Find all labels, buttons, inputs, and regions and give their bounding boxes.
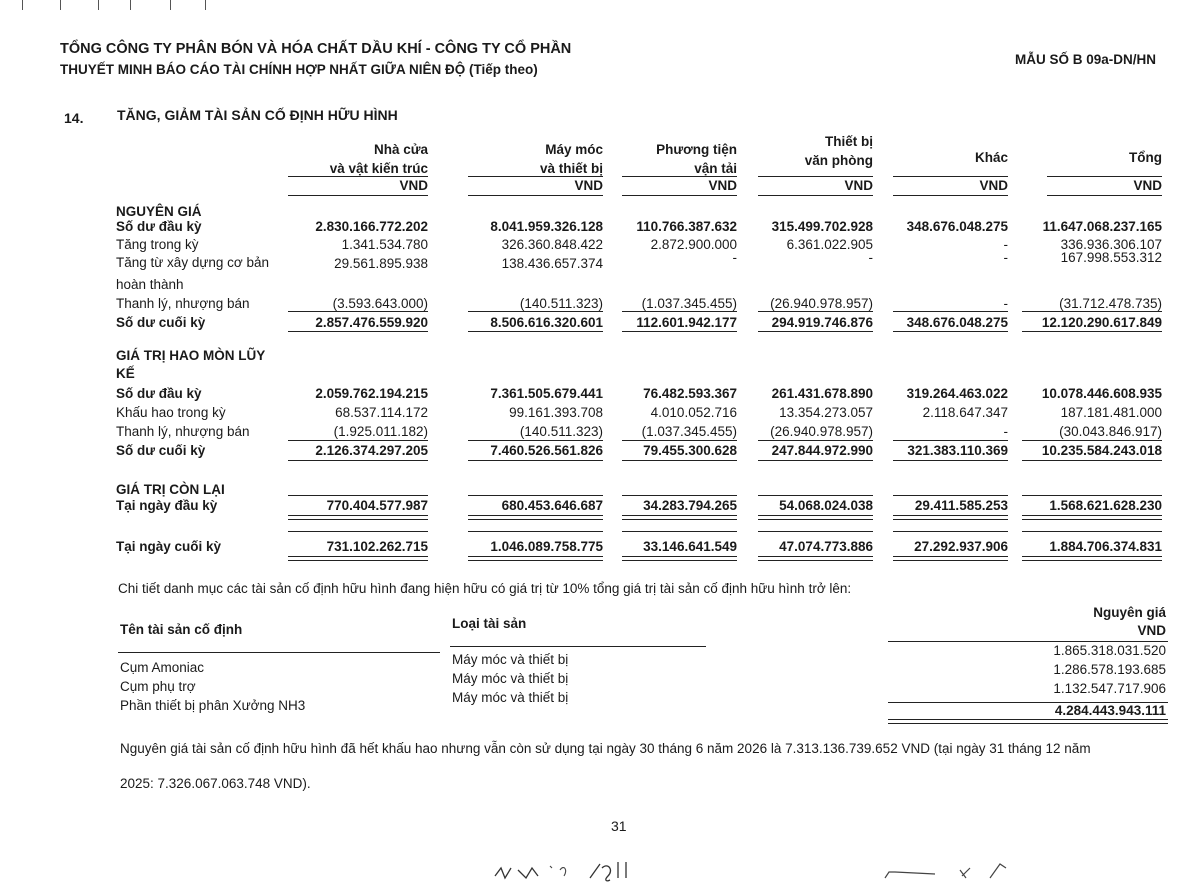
table-cell: 2.126.374.297.205 <box>315 443 428 458</box>
table-cell: - <box>868 250 873 265</box>
table-cell: 1.568.621.628.230 <box>1049 498 1162 513</box>
table-cell: 680.453.646.687 <box>501 498 603 513</box>
detail-asset-type: Máy móc và thiết bị <box>452 690 569 705</box>
table-cell: 29.411.585.253 <box>914 498 1008 513</box>
company-name: TỔNG CÔNG TY PHÂN BÓN VÀ HÓA CHẤT DẦU KHÍ - CÔNG TY CỔ PHẦN <box>60 41 572 57</box>
table-cell: 6.361.022.905 <box>786 237 873 252</box>
section-number: 14. <box>64 110 84 126</box>
row-label: Số dư cuối kỳ <box>116 443 206 458</box>
column-header-line2: Tổng <box>1129 150 1162 165</box>
table-cell: 34.283.794.265 <box>643 498 737 513</box>
table-cell: - <box>1003 250 1008 265</box>
footnote-line1: Nguyên giá tài sản cố định hữu hình đã hết khấu hao nhưng vẫn còn sử dụng tại ngày 30 tháng 6 năm 2026 là 7.313.136.739.652 VND (tại ngày 31 tháng 12 năm <box>120 741 1091 756</box>
page-number: 31 <box>611 818 627 834</box>
column-header-line2: và thiết bị <box>539 161 603 176</box>
table-cell: 33.146.641.549 <box>643 539 737 554</box>
table-cell: 2.059.762.194.215 <box>315 386 428 401</box>
table-cell: 79.455.300.628 <box>643 443 737 458</box>
table-cell: 321.383.110.369 <box>907 443 1008 458</box>
detail-asset-name: Phần thiết bị phân Xưởng NH3 <box>120 698 306 713</box>
table-cell: 8.506.616.320.601 <box>490 315 603 330</box>
table-cell: 7.361.505.679.441 <box>490 386 603 401</box>
table-cell: (26.940.978.957) <box>770 296 873 311</box>
row-label-line2: hoàn thành <box>116 277 184 292</box>
column-header-line1: Nhà cửa <box>373 142 428 157</box>
detail-asset-cost: 1.865.318.031.520 <box>1053 643 1166 658</box>
column-unit: VND <box>979 178 1008 193</box>
table-cell: 8.041.959.326.128 <box>490 219 603 234</box>
cost-heading: NGUYÊN GIÁ <box>116 204 202 219</box>
table-cell: 1.341.534.780 <box>341 237 428 252</box>
table-cell: 315.499.702.928 <box>771 219 873 234</box>
row-label: Thanh lý, nhượng bán <box>116 424 250 439</box>
table-cell: 10.235.584.243.018 <box>1041 443 1162 458</box>
table-cell: (26.940.978.957) <box>770 424 873 439</box>
row-label: Số dư đầu kỳ <box>116 219 202 234</box>
table-cell: - <box>1003 296 1008 311</box>
handwriting-scribble <box>490 858 1050 888</box>
row-label: Tại ngày đầu kỳ <box>116 498 218 513</box>
detail-col-type: Loại tài sản <box>452 616 527 631</box>
table-cell: 29.561.895.938 <box>334 256 428 271</box>
table-cell: 12.120.290.617.849 <box>1041 315 1162 330</box>
row-label: Khấu hao trong kỳ <box>116 405 226 420</box>
column-header-line2: và vật kiến trúc <box>329 161 428 176</box>
table-cell: 167.998.553.312 <box>1060 250 1162 265</box>
table-cell: - <box>1003 424 1008 439</box>
table-cell: 54.068.024.038 <box>779 498 873 513</box>
table-cell: 348.676.048.275 <box>906 315 1008 330</box>
column-header-line1: Phương tiện <box>656 142 737 157</box>
table-cell: 247.844.972.990 <box>771 443 873 458</box>
table-cell: (31.712.478.735) <box>1059 296 1162 311</box>
detail-asset-cost: 1.286.578.193.685 <box>1053 662 1166 677</box>
row-label: Tăng trong kỳ <box>116 237 199 252</box>
column-unit: VND <box>399 178 428 193</box>
detail-intro: Chi tiết danh mục các tài sản cố định hữu hình đang hiện hữu có giá trị từ 10% tổng giá trị tài sản cố định hữu hình trở lên: <box>118 581 852 596</box>
depreciation-heading-line2: KẾ <box>116 366 135 381</box>
table-cell: 319.264.463.022 <box>906 386 1008 401</box>
net-heading: GIÁ TRỊ CÒN LẠI <box>116 482 225 497</box>
table-cell: 731.102.262.715 <box>326 539 428 554</box>
row-label: Số dư cuối kỳ <box>116 315 206 330</box>
table-cell: 348.676.048.275 <box>906 219 1008 234</box>
detail-asset-type: Máy móc và thiết bị <box>452 671 569 686</box>
table-cell: 2.872.900.000 <box>650 237 737 252</box>
column-unit: VND <box>1133 178 1162 193</box>
table-cell: 2.857.476.559.920 <box>315 315 428 330</box>
detail-asset-name: Cụm phụ trợ <box>120 679 196 694</box>
section-title: TĂNG, GIẢM TÀI SẢN CỐ ĐỊNH HỮU HÌNH <box>117 107 398 123</box>
table-cell: 10.078.446.608.935 <box>1041 386 1162 401</box>
table-cell: 2.830.166.772.202 <box>315 219 428 234</box>
depreciation-heading: GIÁ TRỊ HAO MÒN LŨY <box>116 348 266 363</box>
table-cell: 2.118.647.347 <box>922 405 1008 420</box>
detail-col-name: Tên tài sản cố định <box>120 622 243 637</box>
column-unit: VND <box>574 178 603 193</box>
detail-asset-cost: 1.132.547.717.906 <box>1053 681 1166 696</box>
row-label: Số dư đầu kỳ <box>116 386 202 401</box>
column-unit: VND <box>708 178 737 193</box>
column-header-line1: Máy móc <box>545 142 603 157</box>
column-header-line2: văn phòng <box>804 153 873 168</box>
table-cell: 13.354.273.057 <box>779 405 873 420</box>
table-cell: 1.046.089.758.775 <box>490 539 603 554</box>
table-cell: 326.360.848.422 <box>501 237 603 252</box>
table-cell: 1.884.706.374.831 <box>1049 539 1162 554</box>
table-cell: 7.460.526.561.826 <box>490 443 603 458</box>
table-cell: 4.010.052.716 <box>650 405 737 420</box>
table-cell: (140.511.323) <box>519 296 603 311</box>
table-cell: 11.647.068.237.165 <box>1042 219 1162 234</box>
detail-total: 4.284.443.943.111 <box>1054 703 1166 718</box>
column-unit: VND <box>844 178 873 193</box>
table-cell: (30.043.846.917) <box>1059 424 1162 439</box>
report-subtitle: THUYẾT MINH BÁO CÁO TÀI CHÍNH HỢP NHẤT GIỮA NIÊN ĐỘ (Tiếp theo) <box>60 62 538 77</box>
detail-asset-type: Máy móc và thiết bị <box>452 652 569 667</box>
table-cell: 261.431.678.890 <box>771 386 873 401</box>
column-header-line2: Khác <box>974 150 1008 165</box>
table-cell: 76.482.593.367 <box>643 386 737 401</box>
table-cell: (1.037.345.455) <box>641 424 737 439</box>
table-cell: - <box>1003 237 1008 252</box>
table-cell: 138.436.657.374 <box>501 256 603 271</box>
table-cell: 336.936.306.107 <box>1060 237 1162 252</box>
table-cell: 112.601.942.177 <box>636 315 737 330</box>
table-cell: 187.181.481.000 <box>1060 405 1162 420</box>
table-cell: (3.593.643.000) <box>332 296 428 311</box>
table-cell: 27.292.937.906 <box>914 539 1008 554</box>
detail-col-cost: Nguyên giá <box>1093 605 1166 620</box>
table-cell: (140.511.323) <box>519 424 603 439</box>
footnote-line2: 2025: 7.326.067.063.748 VND). <box>120 776 311 791</box>
table-cell: 99.161.393.708 <box>509 405 603 420</box>
form-code: MẪU SỐ B 09a-DN/HN <box>1014 52 1156 67</box>
table-cell: 110.766.387.632 <box>636 219 737 234</box>
column-header-line1: Thiết bị <box>825 134 873 149</box>
row-label: Thanh lý, nhượng bán <box>116 296 250 311</box>
detail-asset-name: Cụm Amoniac <box>120 660 205 675</box>
table-cell: 294.919.746.876 <box>771 315 873 330</box>
table-cell: - <box>732 250 737 265</box>
table-cell: 68.537.114.172 <box>335 405 428 420</box>
table-cell: (1.037.345.455) <box>641 296 737 311</box>
column-header-line2: vận tải <box>694 161 737 176</box>
table-cell: 47.074.773.886 <box>779 539 873 554</box>
detail-col-cost-unit: VND <box>1137 623 1166 638</box>
row-label: Tại ngày cuối kỳ <box>116 539 222 554</box>
table-cell: 770.404.577.987 <box>326 498 428 513</box>
row-label: Tăng từ xây dựng cơ bản <box>116 255 270 270</box>
table-cell: (1.925.011.182) <box>333 424 428 439</box>
